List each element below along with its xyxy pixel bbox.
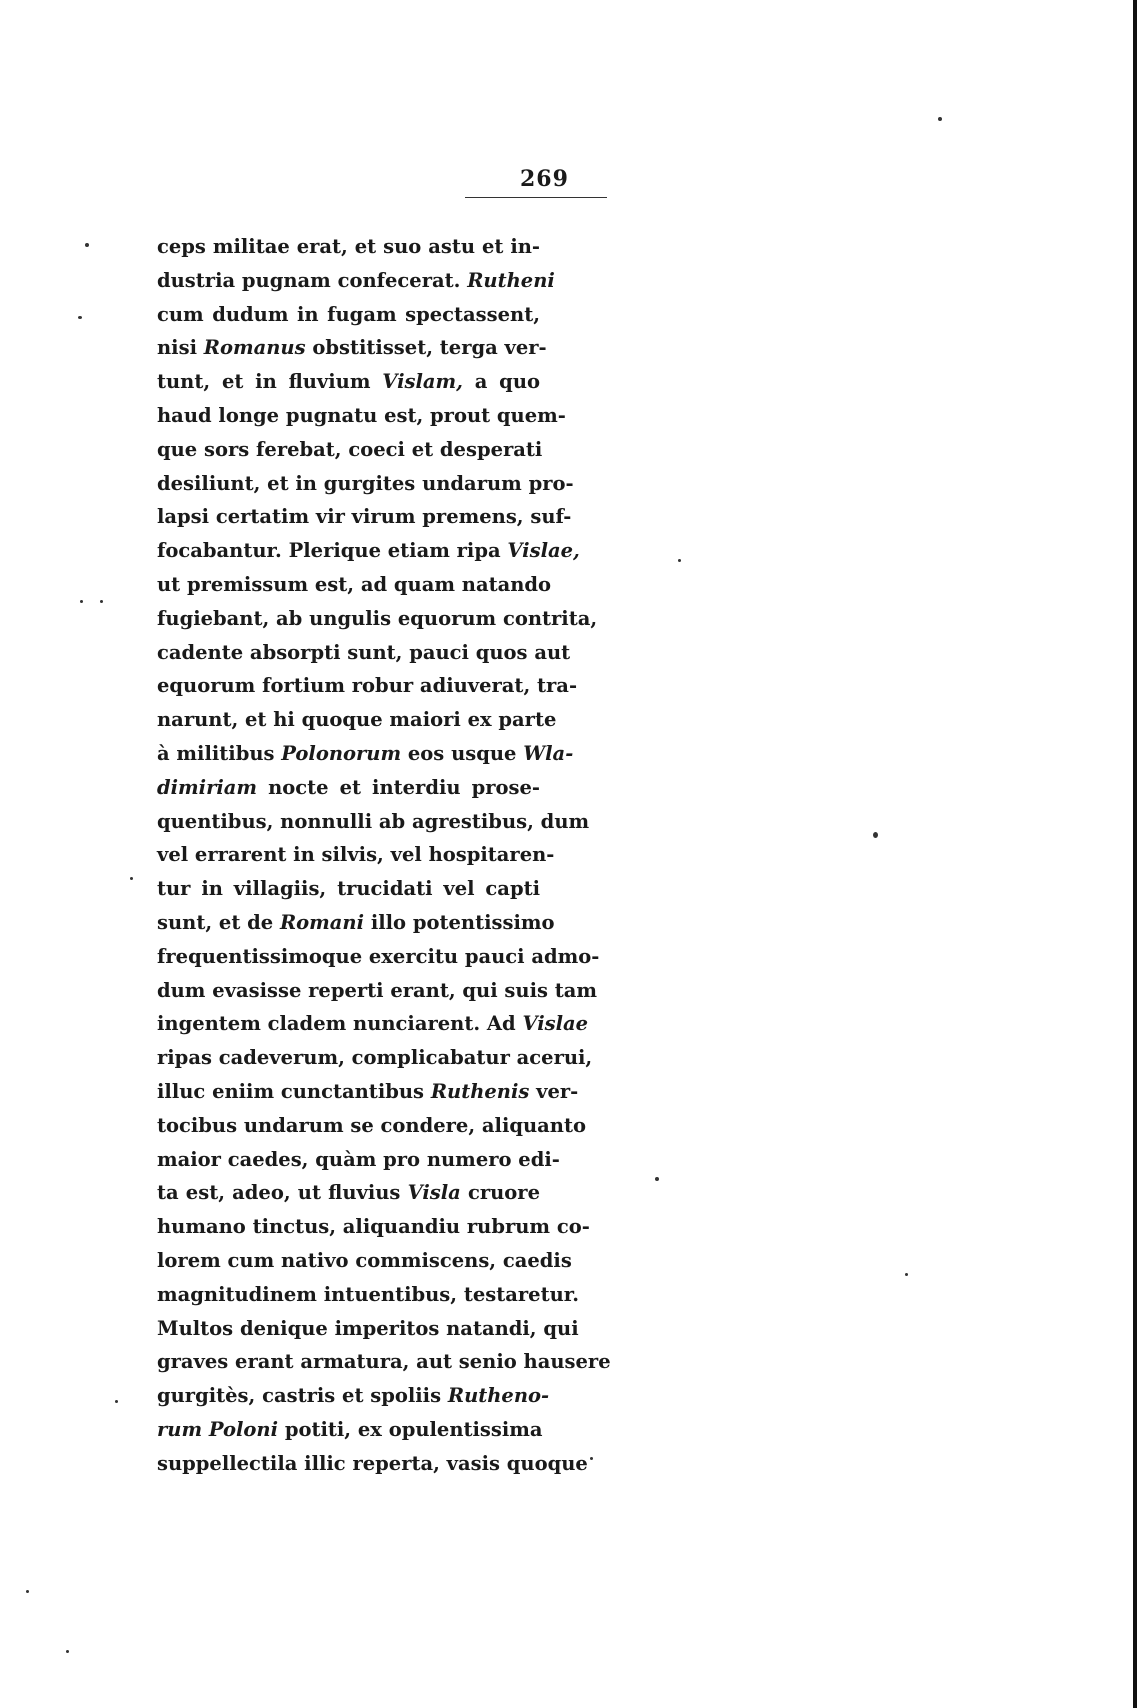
text-line	[157, 1176, 540, 1210]
text-run: suppellectila illic reperta, vasis quoque	[157, 1451, 588, 1475]
text-line	[157, 838, 555, 872]
text-line	[157, 331, 547, 365]
italic-name: rum Poloni	[157, 1417, 279, 1441]
italic-name: Vislae	[522, 1012, 589, 1036]
scan-speck	[873, 832, 878, 838]
scan-speck	[590, 1457, 593, 1460]
text-run: focabantur. Plerique etiam ripa	[157, 539, 508, 563]
text-run: graves erant armatura, aut senio hausere	[157, 1350, 611, 1374]
text-run: haud longe pugnatu est, prout quem-	[157, 403, 566, 427]
text-line	[157, 1278, 580, 1312]
italic-name: Vislam,	[382, 370, 463, 394]
text-run: lapsi certatim vir virum premens, suf-	[157, 505, 572, 529]
text-run: ingentem cladem nunciarent. Ad	[157, 1012, 523, 1036]
text-line	[157, 906, 555, 940]
text-run: a quo	[462, 370, 541, 394]
text-run: desiliunt, et in gurgites undarum pro-	[157, 471, 574, 495]
text-run: gurgitès, castris et spoliis	[157, 1384, 448, 1408]
text-run: à militibus	[157, 741, 282, 765]
text-line	[157, 534, 580, 568]
text-line	[157, 737, 574, 771]
text-line	[157, 1041, 593, 1075]
scan-speck	[78, 316, 82, 319]
page-number: 269	[520, 166, 569, 192]
text-run: obstitisset, terga ver-	[305, 336, 547, 360]
italic-name: Polonorum	[281, 741, 402, 765]
italic-name: Rutheno-	[447, 1384, 550, 1408]
text-run: illo potentissimo	[364, 910, 555, 934]
scan-speck	[130, 877, 133, 880]
text-run: quentibus, nonnulli ab agrestibus, dum	[157, 809, 590, 833]
text-line	[157, 940, 600, 974]
text-run: eos usque	[401, 741, 524, 765]
text-run: cum dudum in fugam spectassent,	[157, 302, 540, 326]
text-run: que sors ferebat, coeci et desperati	[157, 437, 543, 461]
text-line	[157, 1075, 579, 1109]
text-line	[157, 636, 571, 670]
text-run: potiti, ex opulentissima	[278, 1417, 543, 1441]
text-line	[157, 1143, 560, 1177]
italic-name: Romanus	[203, 336, 306, 360]
italic-name: Rutheni	[467, 268, 555, 292]
text-run: ver-	[529, 1079, 579, 1103]
text-line	[157, 1379, 550, 1413]
text-line	[157, 872, 540, 906]
text-run: equorum fortium robur adiuverat, tra-	[157, 674, 578, 698]
scan-speck	[938, 117, 942, 121]
text-run: cadente absorpti sunt, pauci quos aut	[157, 640, 571, 664]
italic-name: dimiriam	[157, 775, 258, 799]
text-line	[157, 1244, 572, 1278]
italic-name: Visla	[407, 1181, 461, 1205]
italic-name: Ruthenis	[430, 1079, 530, 1103]
text-run: tunt, et in fluvium	[157, 370, 383, 394]
scan-speck	[115, 1400, 118, 1403]
text-line	[157, 703, 557, 737]
text-line	[157, 669, 578, 703]
text-line	[157, 1447, 588, 1481]
text-run: vel errarent in silvis, vel hospitaren-	[157, 843, 555, 867]
italic-name: Wla-	[523, 741, 574, 765]
text-line	[157, 1413, 543, 1447]
text-line	[157, 433, 543, 467]
text-run: ceps militae erat, et suo astu et in-	[157, 235, 540, 258]
italic-name: Vislae,	[507, 539, 580, 563]
text-line	[157, 1345, 611, 1379]
text-run: ripas cadeverum, complicabatur acerui,	[157, 1046, 593, 1070]
scan-speck	[80, 600, 83, 603]
text-line	[157, 1109, 586, 1143]
text-run: dustria pugnam confecerat.	[157, 268, 468, 292]
text-run: narunt, et hi quoque maiori ex parte	[157, 708, 557, 732]
text-run: maior caedes, quàm pro numero edi-	[157, 1147, 560, 1171]
text-line	[157, 230, 540, 264]
text-line	[157, 974, 598, 1008]
text-run: cruore	[460, 1181, 540, 1205]
scan-speck	[26, 1590, 29, 1593]
italic-name: Romani	[279, 910, 365, 934]
text-line	[157, 805, 590, 839]
text-line	[157, 1210, 590, 1244]
text-run: nocte et interdiu prose-	[257, 775, 540, 799]
text-line	[157, 568, 552, 602]
text-run: nisi	[157, 336, 204, 360]
text-line	[157, 399, 566, 433]
text-run: ut premissum est, ad quam natando	[157, 572, 552, 596]
text-run: dum evasisse reperti erant, qui suis tam	[157, 978, 598, 1002]
text-run: sunt, et de	[157, 910, 280, 934]
text-run: Multos denique imperitos natandi, qui	[157, 1316, 579, 1340]
text-line	[157, 298, 540, 332]
text-line	[157, 264, 555, 298]
text-line	[157, 467, 574, 501]
text-line	[157, 365, 540, 399]
text-run: lorem cum nativo commiscens, caedis	[157, 1248, 572, 1272]
text-run: fugiebant, ab ungulis equorum contrita,	[157, 606, 598, 630]
text-run: humano tinctus, aliquandiu rubrum co-	[157, 1215, 590, 1239]
text-run: frequentissimoque exercitu pauci admo-	[157, 944, 600, 968]
text-run: magnitudinem intuentibus, testaretur.	[157, 1282, 580, 1306]
text-line	[157, 1007, 589, 1041]
scan-speck	[85, 243, 89, 247]
text-line	[157, 1312, 579, 1346]
text-run: illuc eniim cunctantibus	[157, 1079, 431, 1103]
scan-speck	[66, 1650, 69, 1653]
scan-speck	[905, 1273, 908, 1276]
header-rule	[465, 197, 607, 198]
text-line	[157, 500, 572, 534]
text-run: tocibus undarum se condere, aliquanto	[157, 1113, 586, 1137]
text-run: ta est, adeo, ut fluvius	[157, 1181, 408, 1205]
scan-speck	[100, 600, 103, 603]
body-text	[157, 230, 611, 1480]
text-line	[157, 602, 598, 636]
scan-speck	[678, 559, 681, 562]
text-run: tur in villagiis, trucidati vel capti	[157, 877, 540, 901]
scan-speck	[655, 1177, 659, 1181]
page-edge-line	[1133, 0, 1137, 1708]
text-line	[157, 771, 540, 805]
